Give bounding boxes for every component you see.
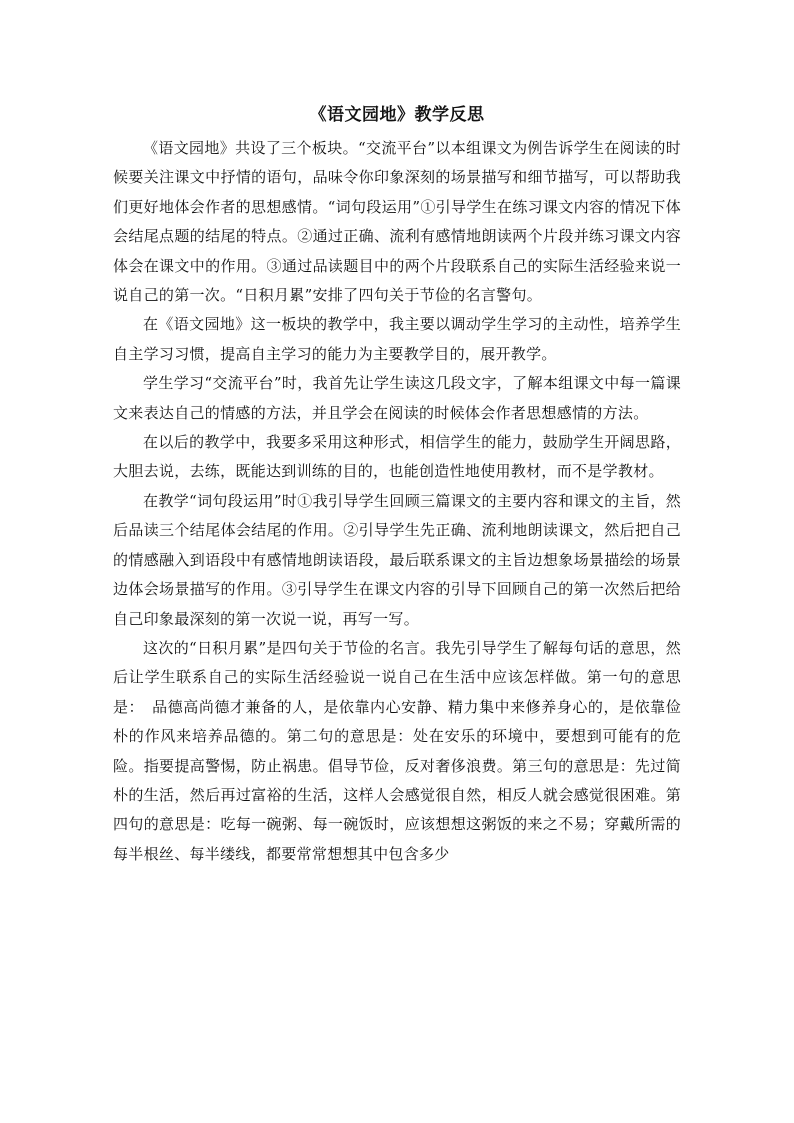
document-title: 《语文园地》教学反思 xyxy=(309,105,485,125)
paragraph-teaching-goal: 在《语文园地》这一板块的教学中，我主要以调动学生学习的主动性，培养学生自主学习习惯，提高自主学习的能力为主要教学目的，展开教学。 xyxy=(113,315,681,363)
paragraph-daily-accumulation: 这次的“日积月累”是四句关于节俭的名言。我先引导学生了解每句话的意思，然后让学生联系自己的实际生活经验说一说自己在生活中应该怎样做。第一句的意思是： 品德高尚德才兼备的人，是依靠内心安静、精力集中来修养身心的，是依靠俭朴的作风来培养品德的。第二句的意思是：处在安乐的环境中，要想到可能有的危险。指要提高警惕，防止祸患。倡导节俭，反对奢侈浪费。第三句的意思是：先过简朴的生活，然后再过富裕的生活，这样人会感觉很自然，相反人就会感觉很困难。第四句的意思是：吃每一碗粥、每一碗饭时，应该想想这粥饭的来之不易；穿戴所需的每半根丝、每半缕线，都要常常想想其中包含多少 xyxy=(113,638,681,863)
paragraph-sentence-usage: 在教学“词句段运用”时①我引导学生回顾三篇课文的主要内容和课文的主旨，然后品读三个结尾体会结尾的作用。②引导学生先正确、流利地朗读课文，然后把自己的情感融入到语段中有感情地朗读语段，最后联系课文的主旨边想象场景描绘的场景边体会场景描写的作用。③引导学生在课文内容的引导下回顾自己的第一次然后把给自己印象最深刻的第一次说一说，再写一写。 xyxy=(113,491,681,628)
paragraph-overview: 《语文园地》共设了三个板块。“交流平台”以本组课文为例告诉学生在阅读的时候要关注课文中抒情的语句，品味令你印象深刻的场景描写和细节描写，可以帮助我们更好地体会作者的思想感情。“词句段运用”①引导学生在练习课文内容的情况下体会结尾点题的结尾的特点。②通过正确、流利有感情地朗读两个片段并练习课文内容体会在课文中的作用。③通过品读题目中的两个片段联系自己的实际生活经验来说一说自己的第一次。“日积月累”安排了四句关于节俭的名言警句。 xyxy=(113,139,681,305)
paragraph-future-teaching: 在以后的教学中，我要多采用这种形式，相信学生的能力，鼓励学生开阔思路，大胆去说，去练，既能达到训练的目的，也能创造性地使用教材，而不是学教材。 xyxy=(113,433,681,481)
paragraph-exchange-platform: 学生学习“交流平台”时，我首先让学生读这几段文字，了解本组课文中每一篇课文来表达自己的情感的方法，并且学会在阅读的时候体会作者思想感情的方法。 xyxy=(113,374,681,422)
document-page xyxy=(113,100,681,869)
